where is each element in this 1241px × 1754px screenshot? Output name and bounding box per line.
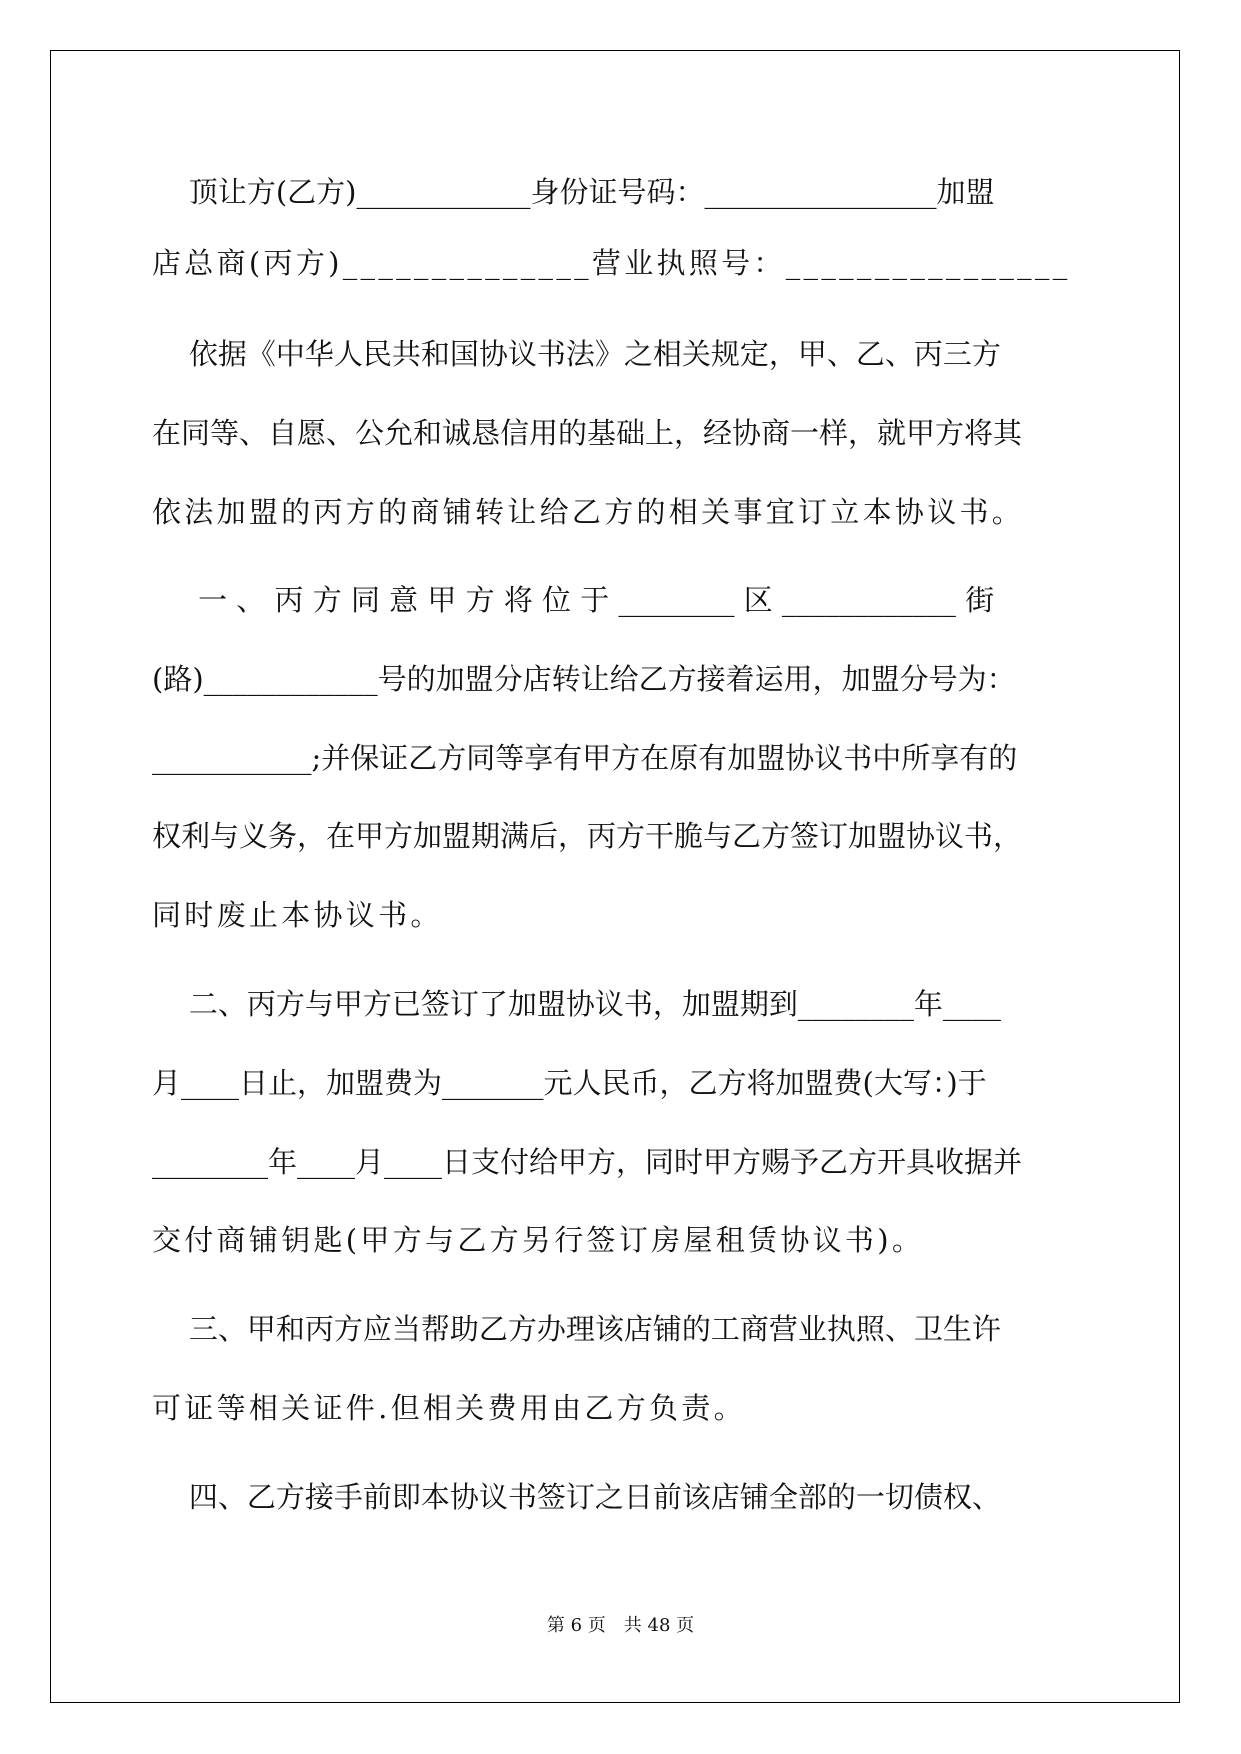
paragraph-line: 权利与义务，在甲方加盟期满后，丙方干脆与乙方签订加盟协议书，	[152, 819, 1023, 853]
paragraph-line: ___________;并保证乙方同等享有甲方在原有加盟协议书中所享有的	[152, 741, 1018, 775]
paragraph-line: 交付商铺钥匙(甲方与乙方另行签订房屋租赁协议书)。	[152, 1223, 925, 1257]
paragraph-line: 在同等、自愿、公允和诚恳信用的基础上，经协商一样，就甲方将其	[152, 416, 1023, 450]
paragraph-line: 依法加盟的丙方的商铺转让给乙方的相关事宜订立本协议书。	[152, 495, 1025, 529]
paragraph-line: ________年____月____日支付给甲方，同时甲方赐予乙方开具收据并	[152, 1145, 1023, 1179]
paragraph-line: 依据《中华人民共和国协议书法》之相关规定，甲、乙、丙三方	[152, 337, 1001, 371]
paragraph-line: 同时废止本协议书。	[152, 898, 443, 932]
paragraph-line: 月____日止，加盟费为_______元人民币，乙方将加盟费(大写：)于	[152, 1066, 987, 1100]
paragraph-line: 店总商(丙方)______________营业执照号：________________	[152, 246, 1071, 280]
page-border	[50, 50, 1180, 1703]
page-footer	[0, 1614, 1241, 1638]
paragraph-line: 二、丙方与甲方已签订了加盟协议书，加盟期到________年____	[152, 987, 1001, 1021]
paragraph-line: 一 、 丙 方 同 意 甲 方 将 位 于 ________ 区 ____________ 街	[152, 583, 995, 617]
page-total: 共 48 页	[623, 1615, 695, 1636]
page-number: 第 6 页	[546, 1615, 606, 1636]
paragraph-line: 四、乙方接手前即本协议书签订之日前该店铺全部的一切债权、	[152, 1480, 1001, 1514]
paragraph-line: (路)____________号的加盟分店转让给乙方接着运用，加盟分号为：	[152, 662, 1016, 696]
paragraph-line: 三、甲和丙方应当帮助乙方办理该店铺的工商营业执照、卫生许	[152, 1312, 1001, 1346]
paragraph-line: 顶让方(乙方)____________身份证号码：________________加盟	[152, 175, 995, 209]
paragraph-line: 可证等相关证件.但相关费用由乙方负责。	[152, 1391, 746, 1425]
